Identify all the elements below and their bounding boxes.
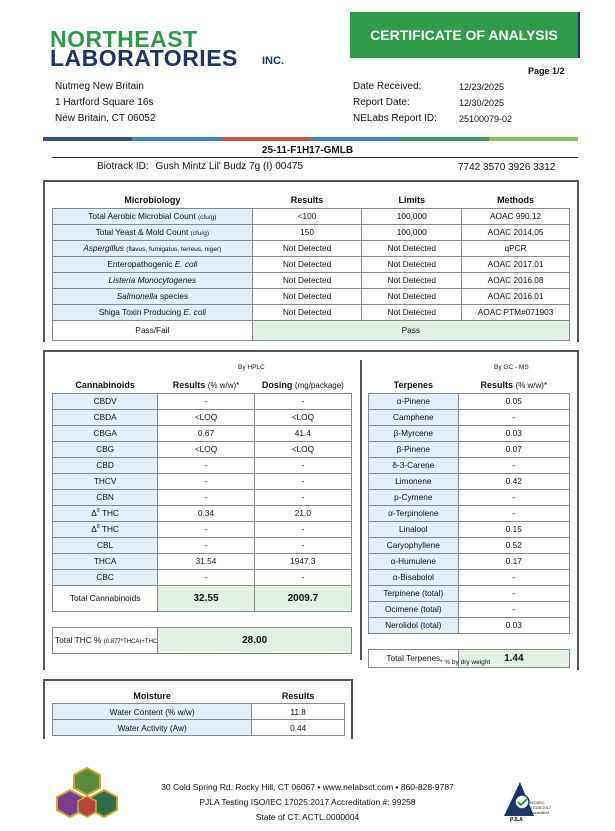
terpene-name: Camphene — [369, 409, 459, 425]
micro-method: AOAC 2016.01 — [462, 288, 570, 304]
terpene-row — [369, 601, 570, 617]
cannabinoid-name — [53, 505, 158, 521]
cannabinoid-name-suffix: THC — [99, 524, 119, 534]
terpene-result: - — [458, 409, 569, 425]
cannabinoid-name — [53, 441, 158, 457]
micro-header-name: Microbiology — [124, 194, 181, 205]
terpene-name: Nerolidol (total) — [369, 617, 459, 633]
cannabinoid-name — [53, 569, 158, 585]
cannabinoid-name — [53, 457, 158, 473]
micro-row — [53, 208, 570, 224]
micro-row — [53, 304, 570, 320]
terp-results-label: Results — [480, 379, 514, 390]
micro-test-name — [53, 272, 253, 288]
micro-unit: (flavus, fumigatus, terreus, niger) — [126, 246, 222, 253]
cannabinoid-name-text: Δ — [91, 524, 97, 534]
section-border — [43, 350, 45, 670]
terpene-result: - — [458, 489, 569, 505]
terpene-row — [369, 425, 570, 441]
client-city: New Britain, CT 06052 — [55, 113, 156, 124]
micro-test-name — [53, 304, 253, 320]
cannabinoid-result: - — [158, 457, 255, 473]
microbiology-table — [52, 192, 570, 341]
pjla-accredited-text: ISO/IEC 17025:2017 Accredited — [530, 800, 552, 815]
micro-test-name — [53, 240, 253, 256]
micro-limit: Not Detected — [362, 272, 462, 288]
micro-test-name-suffix: species — [157, 291, 189, 301]
cannabinoid-dosing: 21.0 — [254, 505, 351, 521]
cannabinoid-name-text: CBN — [96, 492, 114, 502]
pjla-logo — [500, 776, 565, 826]
terpene-name: Limonene — [369, 473, 459, 489]
section-border — [43, 679, 45, 739]
footer-address: 30 Cold Spring Rd. Rocky Hill, CT 06067 • www.nelabsct.com • 860-828-9787 — [161, 782, 454, 792]
terpene-row — [369, 473, 570, 489]
cannabinoid-row — [53, 457, 352, 473]
water-activity-label: Water Activity (Aw) — [53, 720, 252, 736]
section-border — [577, 350, 579, 670]
micro-test-name-text: Enteropathogenic — [107, 259, 175, 269]
cannabinoid-result: - — [158, 489, 255, 505]
cannabinoid-result: - — [158, 569, 255, 585]
micro-test-name — [53, 288, 253, 304]
micro-organism-name: E. coli — [183, 307, 206, 317]
cannabinoid-result: - — [158, 393, 255, 409]
terpene-result: - — [458, 505, 569, 521]
terpenes-table — [368, 377, 570, 668]
terpene-row — [369, 489, 570, 505]
terpene-result: 0.17 — [458, 553, 569, 569]
micro-method: AOAC 2017.01 — [462, 256, 570, 272]
terpene-row — [369, 393, 570, 409]
cannabinoid-name-text: CBDA — [93, 412, 117, 422]
terpene-name: β-Myrcene — [369, 425, 459, 441]
cannabinoid-dosing: - — [254, 569, 351, 585]
terpene-result: 0.03 — [458, 425, 569, 441]
water-content-label: Water Content (% w/w) — [53, 704, 252, 720]
cannabinoid-dosing: - — [254, 537, 351, 553]
report-date-value: 12/30/2025 — [459, 98, 505, 108]
terpene-row — [369, 585, 570, 601]
cannabinoid-dosing: <LOQ — [254, 441, 351, 457]
micro-organism-name: Listeria Monocytogenes — [108, 275, 197, 285]
terpene-result: - — [458, 457, 569, 473]
cannabinoid-name — [53, 409, 158, 425]
cannabinoid-result: 0.34 — [158, 505, 255, 521]
micro-method: AOAC 2014.05 — [462, 224, 570, 240]
terpene-name: α-Terpinolene — [369, 505, 459, 521]
cannabinoid-dosing: <LOQ — [254, 409, 351, 425]
total-cannabinoids-result: 32.55 — [158, 585, 255, 611]
micro-limit: Not Detected — [362, 240, 462, 256]
terpene-row — [369, 537, 570, 553]
cannabinoid-name-text: CBG — [96, 444, 115, 454]
cannabinoid-result: - — [158, 473, 255, 489]
biotrack-number: 7742 3570 3926 3312 — [458, 162, 556, 173]
terpene-row — [369, 553, 570, 569]
total-cannabinoids-dosing: 2009.7 — [254, 585, 351, 611]
cannabinoid-row — [53, 441, 352, 457]
cannabinoid-result: 31.54 — [158, 553, 255, 569]
section-border — [360, 360, 362, 660]
micro-method: AOAC PTM#071903 — [462, 304, 570, 320]
cann-header-name: Cannabinoids — [75, 379, 135, 390]
cann-dosing-label: Dosing — [261, 379, 293, 390]
cannabinoid-row — [53, 473, 352, 489]
total-thc-label: Total THC % — [55, 635, 102, 645]
pass-fail-label: Pass/Fail — [53, 320, 253, 340]
section-border — [577, 180, 579, 342]
biotrack-row — [97, 161, 303, 172]
terpene-name: Ocimene (total) — [369, 601, 459, 617]
cannabinoid-row — [53, 425, 352, 441]
terpene-row — [369, 569, 570, 585]
cannabinoid-result: - — [158, 521, 255, 537]
cannabinoid-name-text: CBGA — [93, 428, 117, 438]
sample-id: 25-11-F1H17-GMLB — [261, 145, 354, 156]
cann-dosing-unit: (mg/package) — [294, 380, 344, 390]
cannabinoid-name-text: Δ — [91, 508, 97, 518]
micro-organism-name: Aspergillus — [83, 243, 124, 253]
terpene-name: Terpinene (total) — [369, 585, 459, 601]
logo-northeast: NORTHEAST — [50, 26, 198, 52]
section-divider — [43, 679, 353, 681]
cannabinoid-name-suffix: THC — [99, 508, 119, 518]
footer-accreditation: PJLA Testing ISO/IEC 17025:2017 Accreditation #: 99258 — [199, 797, 416, 807]
cannabinoid-dosing: - — [254, 457, 351, 473]
micro-test-name — [53, 224, 253, 240]
moisture-header-name: Moisture — [133, 690, 171, 701]
cannabinoid-name-text: CBC — [96, 572, 114, 582]
terpene-name: α-Bisabolol — [369, 569, 459, 585]
total-terpenes-label: Total Terpenes — [369, 649, 459, 667]
pass-fail-value: Pass — [252, 320, 569, 340]
terpene-row — [369, 457, 570, 473]
water-activity-value: 0.44 — [252, 720, 345, 736]
cannabinoid-row — [53, 393, 352, 409]
terpene-result: 0.03 — [458, 617, 569, 633]
date-received-value: 12/23/2025 — [459, 82, 505, 92]
cannabinoid-result: <LOQ — [158, 409, 255, 425]
cannabinoid-name — [53, 537, 158, 553]
terpene-row — [369, 617, 570, 633]
micro-organism-name: E. coli — [174, 259, 198, 269]
cannabinoid-name-text: CBL — [97, 540, 114, 550]
micro-limit: 100,000 — [362, 208, 462, 224]
cann-header-dosing — [254, 377, 351, 393]
cannabinoid-row — [53, 409, 352, 425]
cannabinoid-name-text: THCA — [93, 556, 117, 566]
client-name: Nutmeg New Britain — [55, 81, 144, 92]
terpene-result: 0.42 — [458, 473, 569, 489]
hplc-note: By HPLC — [238, 364, 265, 371]
report-id-value: 25100079-02 — [459, 114, 513, 124]
micro-method: AOAC 990.12 — [462, 208, 570, 224]
micro-row — [53, 224, 570, 240]
terpene-result: 0.52 — [458, 537, 569, 553]
micro-unit: (cfu/g) — [198, 214, 217, 221]
terpene-result: - — [458, 585, 569, 601]
micro-limit: 100,000 — [362, 224, 462, 240]
terp-results-unit: (% w/w)* — [515, 380, 548, 390]
report-id-label: NELabs Report ID: — [353, 113, 437, 124]
cannabinoid-result: - — [158, 537, 255, 553]
terpene-name: Caryophyllene — [369, 537, 459, 553]
micro-result: Not Detected — [252, 272, 362, 288]
logo-laboratories: LABORATORIES — [50, 45, 238, 71]
micro-test-name-text: Shiga Toxin Producing — [98, 307, 184, 317]
cannabinoid-dosing: - — [254, 473, 351, 489]
cannabinoid-row — [53, 569, 352, 585]
total-thc-value: 28.00 — [158, 627, 352, 653]
certificate-title: CERTIFICATE OF ANALYSIS — [350, 12, 580, 58]
page-number: Page 1/2 — [528, 66, 565, 76]
section-border — [43, 180, 45, 342]
total-cannabinoids-label: Total Cannabinoids — [53, 585, 158, 611]
date-received-label: Date Received: — [353, 81, 422, 92]
pjla-name: PJLA — [510, 817, 523, 823]
client-street: 1 Hartford Square 16s — [55, 97, 154, 108]
cannabinoid-name — [53, 521, 158, 537]
micro-result: <100 — [252, 208, 362, 224]
cannabinoid-result: 0.67 — [158, 425, 255, 441]
cannabinoid-dosing: 1947.3 — [254, 553, 351, 569]
cannabinoid-row — [53, 537, 352, 553]
footer-state-license: State of CT: ACTL.0000004 — [255, 812, 360, 822]
report-date-label: Report Date: — [353, 97, 410, 108]
cannabinoid-name-text: THCV — [93, 476, 117, 486]
terpene-name: Linalool — [369, 521, 459, 537]
micro-header-results: Results — [290, 194, 324, 205]
cannabinoid-row — [53, 505, 352, 521]
terp-header-results — [458, 377, 569, 393]
terpene-row — [369, 441, 570, 457]
total-terpenes-value: 1.44 — [458, 649, 569, 667]
cannabinoid-name — [53, 473, 158, 489]
micro-header-methods: Methods — [497, 194, 535, 205]
micro-organism-name: Salmonella — [116, 291, 158, 301]
section-divider — [43, 350, 578, 352]
cannabinoid-row — [53, 521, 352, 537]
terpene-name: δ-3-Carene — [369, 457, 459, 473]
micro-result: Not Detected — [252, 288, 362, 304]
micro-limit: Not Detected — [362, 256, 462, 272]
cannabinoid-dosing: - — [254, 393, 351, 409]
header-color-bar — [43, 137, 578, 141]
cannabinoid-dosing: 41.4 — [254, 425, 351, 441]
terpene-result: - — [458, 601, 569, 617]
product-name: Gush Mintz Lil' Budz 7g (I) 00475 — [155, 161, 304, 172]
terpene-result: 0.07 — [458, 441, 569, 457]
cannabinoid-superscript: 9 — [96, 508, 100, 515]
cannabinoid-row — [53, 553, 352, 569]
micro-method: AOAC 2016.08 — [462, 272, 570, 288]
micro-test-name-text: Total Aerobic Microbial Count — [88, 211, 196, 221]
terpene-name: β-Pinene — [369, 441, 459, 457]
cann-header-results — [158, 377, 255, 393]
terpene-name: α-Humulene — [369, 553, 459, 569]
gcms-note: By GC - MS — [494, 364, 529, 371]
moisture-table — [52, 688, 345, 736]
cannabinoid-name — [53, 425, 158, 441]
terp-header-name: Terpenes — [393, 379, 433, 390]
micro-limit: Not Detected — [362, 288, 462, 304]
terpene-row — [369, 409, 570, 425]
micro-test-name — [53, 208, 253, 224]
micro-limit: Not Detected — [362, 304, 462, 320]
cannabinoid-name — [53, 489, 158, 505]
micro-result: 150 — [252, 224, 362, 240]
logo-inc: INC. — [262, 55, 284, 67]
section-divider — [43, 180, 578, 182]
cannabinoids-table — [52, 377, 352, 654]
section-border — [351, 679, 353, 739]
cann-results-label: Results — [172, 379, 206, 390]
cannabinoid-dosing: - — [254, 489, 351, 505]
terpene-row — [369, 505, 570, 521]
terpene-result: - — [458, 569, 569, 585]
cannabinoid-name-text: CBD — [96, 460, 114, 470]
biotrack-label: Biotrack ID: — [97, 161, 149, 172]
micro-row — [53, 240, 570, 256]
cannabinoid-dosing: - — [254, 521, 351, 537]
micro-row — [53, 256, 570, 272]
moisture-header-results: Results — [281, 690, 315, 701]
cannabinoid-name — [53, 393, 158, 409]
micro-method: qPCR — [462, 240, 570, 256]
cannabinoid-name — [53, 553, 158, 569]
divider — [52, 157, 578, 158]
terpene-row — [369, 521, 570, 537]
micro-unit: (cfu/g) — [190, 230, 210, 237]
terpene-name: α-Pinene — [369, 393, 459, 409]
micro-test-name-text: Total Yeast & Mold Count — [95, 227, 189, 237]
total-thc-label-cell — [53, 627, 158, 653]
micro-row — [53, 288, 570, 304]
terpene-result: 0.05 — [458, 393, 569, 409]
cannabinoid-superscript: 8 — [96, 524, 100, 531]
micro-result: Not Detected — [252, 240, 362, 256]
terpene-name: p-Cymene — [369, 489, 459, 505]
cann-results-unit: (% w/w)* — [207, 380, 240, 390]
dry-weight-note: * % by dry weight — [440, 659, 491, 666]
cannabinoid-row — [53, 489, 352, 505]
cannabinoid-result: <LOQ — [158, 441, 255, 457]
micro-test-name — [53, 256, 253, 272]
water-content-value: 11.8 — [252, 704, 345, 720]
micro-header-limits: Limits — [398, 194, 425, 205]
total-thc-formula: (0.877*THCA)+THC — [103, 639, 158, 645]
micro-row — [53, 272, 570, 288]
cannabinoid-name-text: CBDV — [93, 396, 117, 406]
micro-result: Not Detected — [252, 256, 362, 272]
micro-result: Not Detected — [252, 304, 362, 320]
terpene-result: 0.15 — [458, 521, 569, 537]
